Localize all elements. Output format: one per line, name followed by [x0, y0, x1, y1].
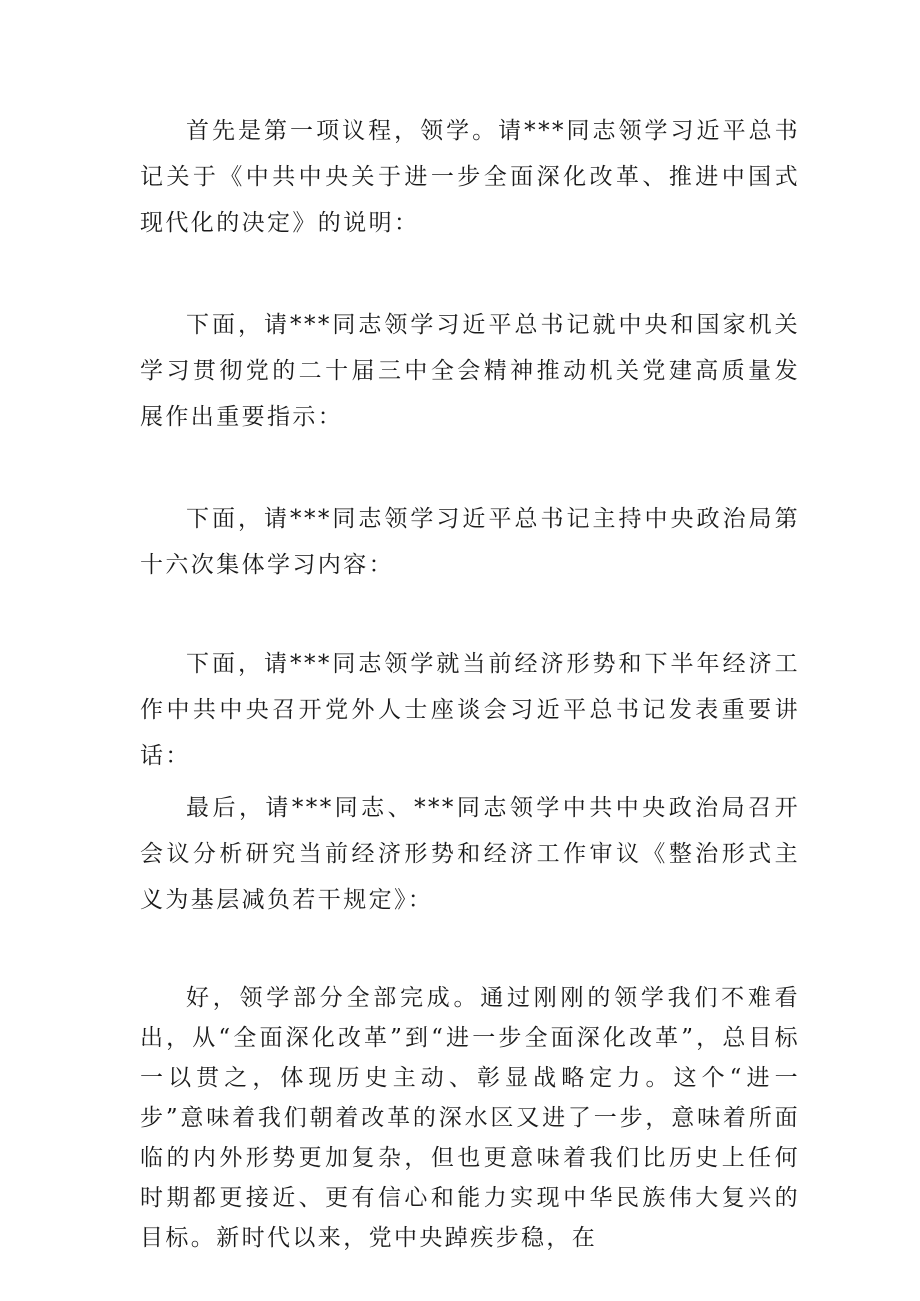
paragraph-agenda-item-4: 下面，请***同志领学就当前经济形势和下半年经济工作中共中央召开党外人士座谈会习近平总书记发表重要讲话：	[140, 651, 800, 769]
paragraph-agenda-item-2: 下面，请***同志领学习近平总书记就中央和国家机关学习贯彻党的二十届三中全会精神推动机关党建高质量发展作出重要指示：	[140, 312, 800, 430]
paragraph-summary: 好，领学部分全部完成。通过刚刚的领学我们不难看出，从“全面深化改革”到“进一步全面深化改革”，总目标一以贯之，体现历史主动、彰显战略定力。这个“进一步”意味着我们朝着改革的深水区又进了一步，意味着所面临的内外形势更加复杂，但也更意味着我们比历史上任何时期都更接近、更有信心和能力实现中华民族伟大复兴的目标。新时代以来，党中央踔疾步稳，在	[140, 985, 800, 1251]
paragraph-agenda-item-5: 最后，请***同志、***同志领学中共中央政治局召开会议分析研究当前经济形势和经济工作审议《整治形式主义为基层减负若干规定》：	[140, 795, 800, 913]
paragraph-agenda-item-3: 下面，请***同志领学习近平总书记主持中央政治局第十六次集体学习内容：	[140, 506, 800, 578]
paragraph-agenda-item-1: 首先是第一项议程，领学。请***同志领学习近平总书记关于《中共中央关于进一步全面深化改革、推进中国式现代化的决定》的说明：	[140, 118, 800, 236]
